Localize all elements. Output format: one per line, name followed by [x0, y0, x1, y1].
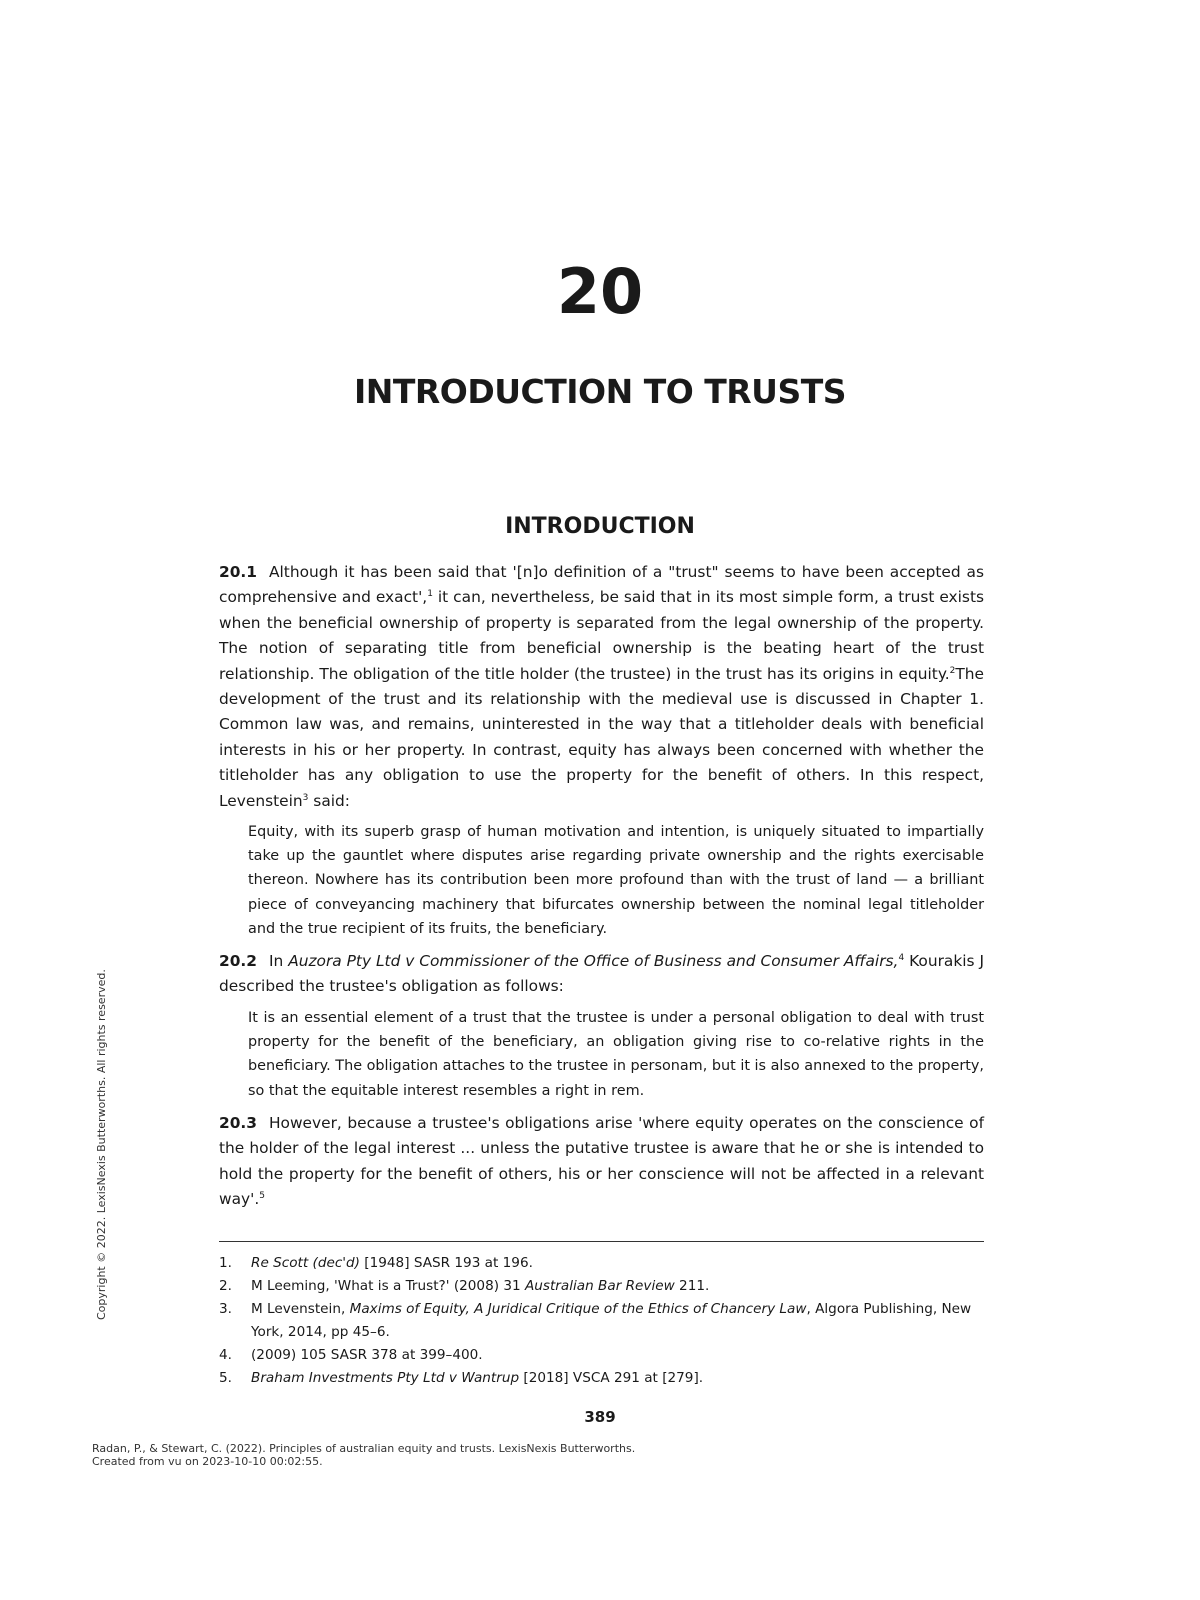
footnote-number: 5.	[219, 1370, 232, 1386]
paragraph-text: Although it has been said that '[n]o definition of a "trust" seems to have been accepted as comprehensive and exact',	[219, 563, 984, 607]
footnote-item	[219, 1298, 984, 1344]
citation-footer	[92, 1442, 635, 1468]
footnote-pre: M Leeming, 'What is a Trust?' (2008) 31	[251, 1278, 525, 1294]
footnote-italic: Braham Investments Pty Ltd v Wantrup	[251, 1370, 520, 1386]
footnote-rest: [2018] VSCA 291 at [279].	[519, 1370, 704, 1386]
side-copyright-notice: Copyright © 2022. LexisNexis Butterworths. All rights reserved.	[95, 969, 108, 1320]
footnote-item	[219, 1367, 984, 1390]
footnote-ref[interactable]: 1	[427, 589, 433, 600]
footnote-text	[251, 1298, 984, 1344]
paragraph-text: Kourakis J described the trustee's obligation as follows:	[219, 952, 984, 996]
block-quote: Equity, with its superb grasp of human motivation and intention, is uniquely situated to impartially take up the gauntlet where disputes arise regarding private ownership and the rights exercisable thereon. Nowhere has its contribution been more profound than with the trust of land — a brilliant piece of conveyancing machinery that bifurcates ownership between the nominal legal titleholder and the true recipient of its fruits, the beneficiary.	[248, 824, 984, 937]
chapter-number: 20	[556, 255, 644, 328]
footnote-number: 3.	[219, 1301, 232, 1317]
paragraph-text: it can, nevertheless, be said that in its most simple form, a trust exists when the beneficial ownership of property is separated from the legal ownership of the property. The notion of separating title from beneficial ownership is the beating heart of the trust relationship. The obligation of the title holder (the trustee) in the trust has its origins in equity.	[219, 588, 985, 683]
paragraph-text: The development of the trust and its relationship with the medieval use is discussed in Chapter 1. Common law was, and remains, uninterested in the way that a titleholder deals with beneficial interests in his or her property. In contrast, equity has always been concerned with whether the titleholder has any obligation to use the property for the benefit of others. In this respect, Levenstein	[219, 664, 984, 810]
section-heading: INTRODUCTION	[505, 514, 695, 539]
footnote-text	[251, 1344, 984, 1367]
footnote-ref[interactable]: 3	[302, 792, 309, 803]
footnote-text	[251, 1275, 984, 1298]
footnote-text	[251, 1367, 984, 1390]
created-line: Created from vu on 2023-10-10 00:02:55.	[92, 1455, 323, 1468]
paragraph-number: 20.2	[219, 952, 257, 971]
footnote-item	[219, 1344, 984, 1367]
footnote-rest: [1948] SASR 193 at 196.	[359, 1255, 533, 1271]
footnote-divider	[219, 1241, 984, 1242]
footnote-number: 2.	[219, 1278, 232, 1294]
case-name: Auzora Pty Ltd v Commissioner of the Office of Business and Consumer Affairs,	[288, 952, 899, 971]
footnote-italic: Maxims of Equity, A Juridical Critique of the Ethics of Chancery Law	[349, 1301, 807, 1317]
paragraph-20-1	[219, 560, 984, 814]
paragraph-20-2	[219, 949, 984, 1000]
paragraph-number: 20.3	[219, 1113, 257, 1132]
footnote-item	[219, 1275, 984, 1298]
footnote-italic: Re Scott (dec'd)	[251, 1255, 360, 1271]
footnote-text	[251, 1252, 984, 1275]
chapter-title: INTRODUCTION TO TRUSTS	[353, 372, 847, 411]
footnote-pre: M Levenstein,	[251, 1301, 350, 1317]
footnote-item	[219, 1252, 984, 1275]
paragraph-text: said:	[308, 791, 350, 810]
paragraph-text: In	[268, 952, 289, 971]
footnote-number: 1.	[219, 1255, 232, 1271]
footnote-rest: , Algora Publishing, New York, 2014, pp 45–6.	[251, 1301, 972, 1340]
footnote-rest: 211.	[674, 1278, 710, 1294]
block-quote: It is an essential element of a trust that the trustee is under a personal obligation to deal with trust property for the benefit of the beneficiary, an obligation giving rise to co-relative rights in the beneficiary. The obligation attaches to the trustee in personam, but it is also annexed to the property, so that the equitable interest resembles a right in rem.	[248, 1009, 984, 1099]
footnote-ref[interactable]: 2	[949, 665, 956, 676]
paragraph-20-3	[219, 1111, 984, 1213]
footnote-ref[interactable]: 5	[259, 1190, 265, 1201]
footnotes-list	[219, 1252, 984, 1390]
body-text	[219, 560, 984, 1212]
footnote-ref[interactable]: 4	[898, 952, 905, 963]
paragraph-number: 20.1	[219, 563, 257, 581]
footnote-rest: (2009) 105 SASR 378 at 399–400.	[251, 1347, 483, 1363]
page-number: 389	[584, 1408, 616, 1426]
paragraph-text: However, because a trustee's obligations arise 'where equity operates on the conscience of the holder of the legal interest ... unless the putative trustee is aware that he or she is intended to hold the property for the benefit of others, his or her conscience will not be affected in a relevant way'.	[219, 1113, 984, 1208]
footnote-number: 4.	[219, 1347, 232, 1363]
footnote-italic: Australian Bar Review	[524, 1278, 675, 1294]
citation-line: Radan, P., & Stewart, C. (2022). Principles of australian equity and trusts. LexisNexis Butterworths.	[92, 1442, 636, 1455]
